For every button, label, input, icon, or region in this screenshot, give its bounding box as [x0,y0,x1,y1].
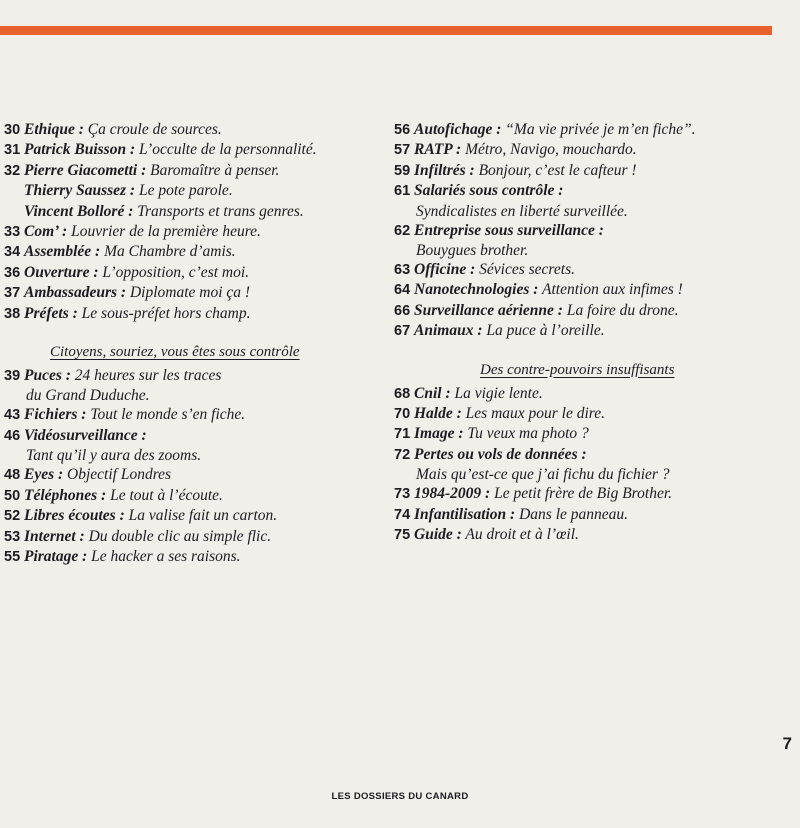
toc-entry-description: Baromaître à penser. [146,161,280,179]
toc-entry-continuation: Mais qu’est-ce que j’ai fichu du fichier ? [416,466,670,484]
toc-entry-title: Cnil : [414,384,451,402]
toc-entry-title: Internet : [24,527,85,545]
toc-page-number: 38 [4,305,21,322]
toc-entry [4,263,364,283]
toc-entry-title: Piratage : [24,547,88,565]
toc-entry-title: Préfets : [24,304,78,322]
toc-page-number: 70 [394,406,411,423]
toc-entry-title: Nanotechnologies : [414,281,539,299]
toc-page-number: 43 [4,407,21,424]
toc-entry-description: Métro, Navigo, mouchardo. [461,141,637,159]
toc-page-number: 36 [4,264,21,281]
toc-entry-description: Tout le monde s’en fiche. [86,406,246,424]
toc-page-number: 57 [394,142,411,159]
toc-entry [394,120,794,140]
toc-entry-title: Libres écoutes : [24,507,125,525]
toc-entry [394,140,794,160]
toc-page-number: 71 [394,426,411,443]
toc-entry-title: RATP : [414,141,462,159]
toc-page-number: 30 [4,122,21,138]
toc-page-number: 32 [4,162,21,179]
footer-publication-name: LES DOSSIERS DU CANARD [331,791,469,802]
toc-entry [4,366,364,386]
toc-entry-description: L’opposition, c’est moi. [98,263,250,281]
toc-entry-description: Tu veux ma photo ? [463,425,589,443]
toc-entry-description: Le petit frère de Big Brother. [490,485,673,503]
toc-entry [394,161,794,181]
toc-entry [4,283,364,303]
toc-entry [4,140,364,160]
toc-entry-title: Vincent Bolloré : [24,202,134,220]
toc-entry [394,260,794,280]
toc-page-number: 39 [4,368,21,385]
right-column [394,120,794,546]
toc-entry [4,465,364,485]
toc-entry [4,181,364,201]
toc-page-number: 50 [4,487,21,504]
toc-page-number: 67 [394,323,411,340]
page-number: 7 [782,734,792,753]
toc-entry-description: Diplomate moi ça ! [126,284,251,302]
toc-entry-description: 24 heures sur les traces [70,367,222,385]
toc-entry [4,527,364,547]
toc-entry-title: Assemblée : [24,243,101,261]
toc-entry [394,404,794,424]
toc-page-number: 34 [4,244,21,261]
toc-entry-description: Transports et trans genres. [133,202,304,220]
toc-entry [394,321,794,341]
toc-page-number: 59 [394,162,411,179]
toc-entry [394,484,794,504]
toc-entry [4,547,364,567]
toc-entry-description: Le pote parole. [135,182,233,200]
toc-page-number: 63 [394,262,411,279]
toc-entry [4,426,364,446]
toc-entry-title: Com’ : [24,223,68,241]
toc-entry-title: Puces : [24,367,71,385]
toc-entry [4,405,364,425]
right-group-2 [394,384,794,546]
toc-entry-title: Infiltrés : [414,161,475,179]
toc-entry-description: Le sous-préfet hors champ. [77,304,251,322]
toc-entry [394,525,794,545]
toc-entry [4,161,364,181]
toc-page-number: 73 [394,486,411,503]
toc-entry [4,202,364,222]
toc-page-number: 46 [4,427,21,444]
toc-entry-description: Attention aux infimes ! [538,281,683,299]
toc-page-number: 68 [394,385,411,402]
toc-entry-description: Ma Chambre d’amis. [100,243,236,261]
toc-page-number: 72 [394,446,411,463]
toc-entry-title: Vidéosurveillance : [24,426,147,444]
toc-page-number: 33 [4,224,21,241]
toc-entry [394,384,794,404]
toc-entry-description: L’occulte de la personnalité. [135,141,317,159]
toc-entry-title: Fichiers : [24,406,87,424]
right-group-1 [394,120,794,342]
toc-entry-description: Du double clic au simple flic. [84,527,272,545]
toc-page-number: 75 [394,527,411,544]
toc-entry [394,280,794,300]
toc-entry-title: Salariés sous contrôle : [414,182,564,200]
toc-entry [4,304,364,324]
toc-page-number: 37 [4,285,21,302]
toc-entry-description: Ça croule de sources. [83,121,222,138]
toc-entry-description: Le hacker a ses raisons. [87,547,241,565]
toc-entry-description: Bonjour, c’est le cafteur ! [474,161,637,179]
toc-entry-description: La vigie lente. [450,384,543,402]
toc-entry-description: “Ma vie privée je m’en fiche”. [501,121,696,138]
toc-page-number: 52 [4,508,21,525]
toc-entry-title: Autofichage : [414,121,502,138]
toc-entry-title: Pertes ou vols de données : [414,445,587,463]
toc-entry-title: Halde : [414,405,462,423]
toc-entry-description: Louvrier de la première heure. [67,223,261,241]
toc-entry-description: Dans le panneau. [515,505,629,523]
section-title-citoyens: Citoyens, souriez, vous êtes sous contrôle [50,344,300,361]
toc-entry-description: Au droit et à l’œil. [461,526,579,544]
toc-entry-title: Animaux : [414,322,483,340]
toc-entry-continuation: Syndicalistes en liberté surveillée. [416,202,628,220]
toc-entry [394,505,794,525]
toc-entry-title: Infantilisation : [414,505,516,523]
toc-entry-title: Entreprise sous surveillance : [414,221,604,239]
toc-page-number: 62 [394,222,411,239]
toc-entry-title: Ethique : [24,121,84,138]
toc-entry-title: Téléphones : [24,486,107,504]
toc-entry-title: Patrick Buisson : [24,141,136,159]
toc-entry-title: Surveillance aérienne : [414,301,563,319]
toc-entry [4,486,364,506]
toc-entry-description: Les maux pour le dire. [461,405,605,423]
orange-header-bar [0,26,772,35]
toc-page-number: 64 [394,282,411,299]
toc-entry-continuation: Bouygues brother. [416,242,529,260]
toc-page-number: 31 [4,142,21,159]
toc-entry [394,445,794,465]
toc-entry-description: La puce à l’oreille. [482,322,605,340]
toc-entry-description: Objectif Londres [63,466,172,484]
toc-page-number: 56 [394,122,411,138]
toc-entry [394,181,794,201]
toc-entry [4,222,364,242]
toc-page-number: 55 [4,548,21,565]
section-title-contre-pouvoirs: Des contre-pouvoirs insuffisants [480,361,675,378]
left-group-2 [4,366,364,567]
toc-entry-title: Eyes : [24,466,64,484]
toc-entry-continuation: Tant qu’il y aura des zooms. [26,447,202,465]
toc-entry-title: Image : [414,425,464,443]
toc-entry-title: Officine : [414,261,476,279]
toc-entry-title: Ambassadeurs : [24,284,127,302]
left-column [4,120,364,567]
toc-entry-continuation: du Grand Duduche. [26,387,150,405]
toc-page-number: 66 [394,302,411,319]
toc-page-number: 61 [394,183,411,200]
toc-page-number: 74 [394,506,411,523]
toc-entry [4,242,364,262]
toc-entry-title: Guide : [414,526,462,544]
toc-entry-description: La valise fait un carton. [124,507,278,525]
left-group-1 [4,120,364,324]
toc-page-number: 53 [4,528,21,545]
toc-entry-title: Pierre Giacometti : [24,161,147,179]
toc-entry-description: Sévices secrets. [475,261,575,279]
toc-entry [394,301,794,321]
toc-entry-title: Thierry Saussez : [24,182,136,200]
toc-entry-title: 1984-2009 : [414,485,491,503]
toc-page-number: 48 [4,467,21,484]
toc-entry [394,424,794,444]
toc-entry-description: La foire du drone. [562,301,679,319]
toc-entry [4,120,364,140]
toc-entry [4,506,364,526]
toc-entry-title: Ouverture : [24,263,99,281]
toc-entry-description: Le tout à l’écoute. [106,486,223,504]
toc-entry [394,221,794,241]
